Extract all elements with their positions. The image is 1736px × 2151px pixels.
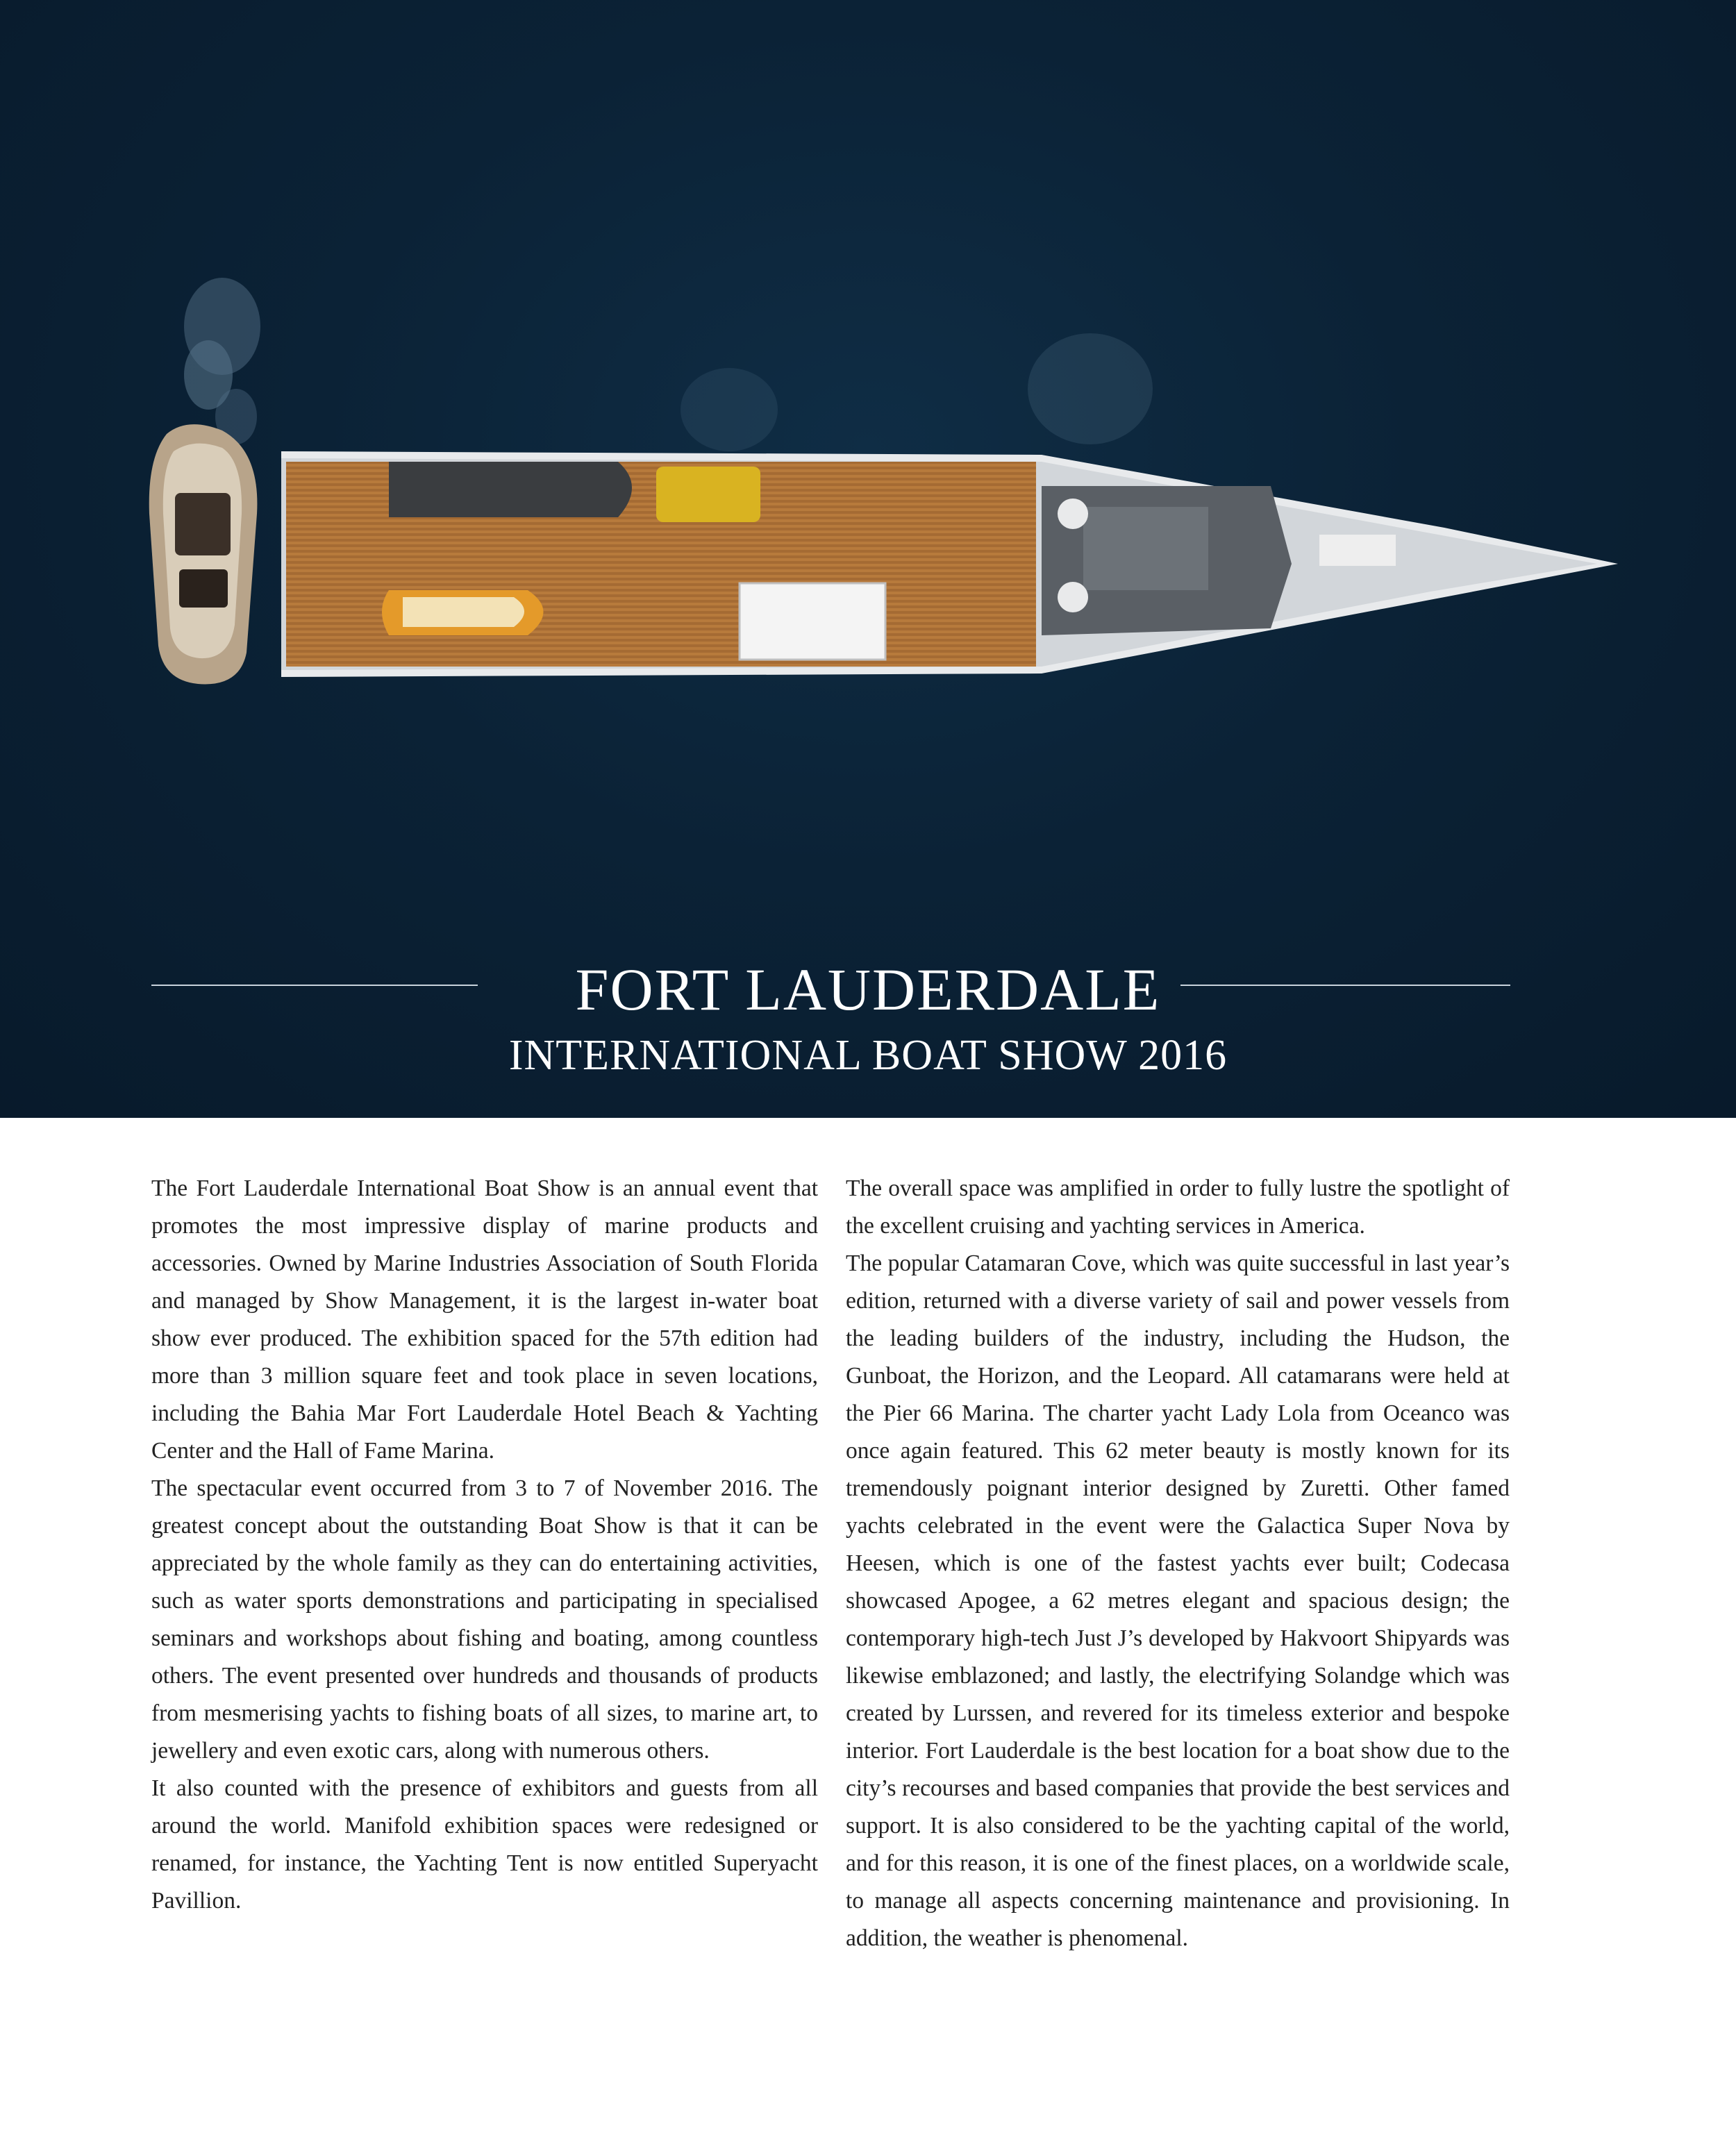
paragraph: The Fort Lauderdale International Boat Show is an annual event that promotes the most impressive display of marine products and accessories. Owned by Marine Industries Association of South Florida and managed by Show Management, it is the largest in-water boat show ever produced. The exhibition spaced for the 57th edition had more than 3 million square feet and took place in seven locations, including the Bahia Mar Fort Lauderdale Hotel Beach & Yachting Center and the Hall of Fame Marina. <box>151 1175 818 1464</box>
page-title: FORT LAUDERDALE <box>575 956 1161 1023</box>
paragraph: The overall space was amplified in order to fully lustre the spotlight of the excellent cruising and yachting services in America. <box>846 1175 1510 1239</box>
article-column-right <box>846 1170 1510 1957</box>
paragraph: The popular Catamaran Cove, which was quite successful in last year’s edition, returned with a diverse variety of sail and power vessels from the leading builders of the industry, including the Hudson, the Gunboat, the Horizon, and the Leopard. All catamarans were held at the Pier 66 Marina. The charter yacht Lady Lola from Oceanco was once again featured. This 62 meter beauty is mostly known for its tremendously poignant interior designed by Zuretti. Other famed yachts celebrated in the event were the Galactica Super Nova by Heesen, which is one of the fastest yachts ever built; Codecasa showcased Apogee, a 62 metres elegant and spacious design; the contemporary high-tech Just J’s developed by Hakvoort Shipyards was likewise emblazoned; and lastly, the electrifying Solandge which was created by Lurssen, and revered for its timeless exterior and bespoke interior. Fort Lauderdale is the best location for a boat show due to the city’s recourses and based companies that provide the best services and support. It is also considered to be the yachting capital of the world, and for this reason, it is one of the finest places, on a worldwide scale, to manage all aspects concerning maintenance and provisioning. In addition, the weather is phenomenal. <box>846 1250 1510 1951</box>
paragraph: The spectacular event occurred from 3 to 7 of November 2016. The greatest concept about the outstanding Boat Show is that it can be appreciated by the whole family as they can do entertaining activities, such as water sports demonstrations and participating in specialised seminars and workshops about fishing and boating, among countless others. The event presented over hundreds and thousands of products from mesmerising yachts to fishing boats of all sizes, to marine art, to jewellery and even exotic cars, along with numerous others. <box>151 1475 818 1764</box>
page-subtitle: INTERNATIONAL BOAT SHOW 2016 <box>508 1032 1228 1079</box>
article-column-left <box>151 1170 818 1920</box>
paragraph: It also counted with the presence of exhibitors and guests from all around the world. Manifold exhibition spaces were redesigned or renamed, for instance, the Yachting Tent is now entitled Superyacht Pavillion. <box>151 1775 818 1914</box>
